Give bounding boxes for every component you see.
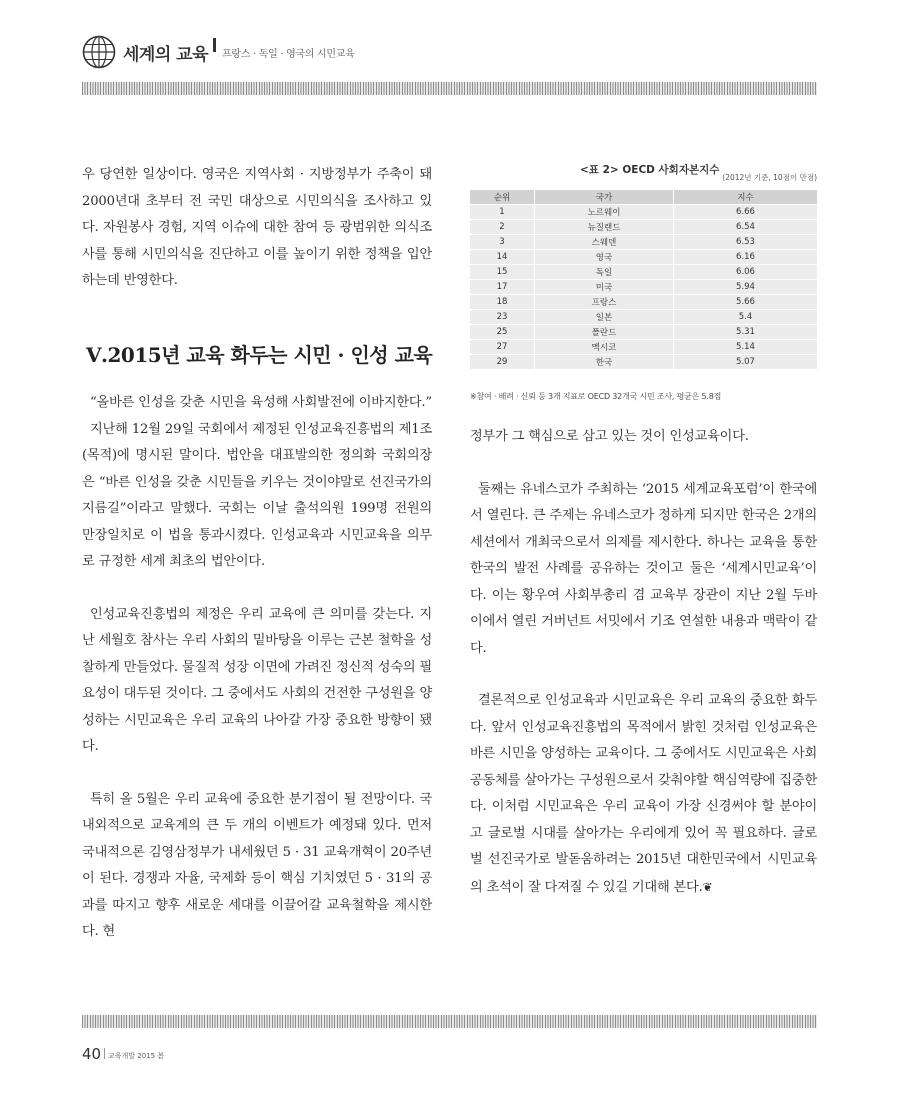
end-mark-icon: ❦	[702, 879, 713, 894]
paragraph-text: 결론적으로 인성교육과 시민교육은 우리 교육의 중요한 화두다. 앞서 인성교육진흥법의 목적에서 밝힌 것처럼 인성교육은 바른 시민을 양성하는 교육이다. 그 중에서도 시민교육은 사회공동체를 살아가는 구성원으로서 갖춰야할 핵심역량에 집중한다. 이처럼 시민교육은 우리 교육이 가장 신경써야 할 분야이고 글로벌 시대를 살아가는 우리에게 있어 꼭 필요하다. 글로벌 선진국가로 발돋움하려는 2015년 대한민국에서 시민교육의 초석이 잘 다져질 수 있길 기대해 본다.	[470, 693, 817, 895]
index-cell: 5.66	[674, 295, 818, 310]
title-divider	[213, 38, 216, 52]
table-footnote: ※참여 · 배려 · 신뢰 등 3개 지표로 OECD 32개국 시민 조사, 평균은 5.8점	[470, 392, 722, 401]
country-cell: 일본	[535, 310, 674, 325]
quote-paragraph: “올바른 인성을 갖춘 시민을 육성해 사회발전에 이바지한다.”	[90, 395, 432, 410]
section-heading: Ⅴ.2015년 교육 화두는 시민 · 인성 교육	[86, 343, 433, 367]
header-country: 국가	[535, 190, 674, 205]
paragraph: 정부가 그 핵심으로 삼고 있는 것이 인성교육이다.	[470, 429, 749, 444]
globe-icon	[82, 35, 116, 69]
index-cell: 6.66	[674, 205, 818, 220]
country-cell: 뉴질랜드	[535, 220, 674, 235]
page-header	[0, 0, 899, 80]
country-cell: 프랑스	[535, 295, 674, 310]
table-row	[470, 325, 817, 340]
table-row	[470, 310, 817, 325]
index-cell: 6.54	[674, 220, 818, 235]
rank-cell: 3	[470, 235, 535, 250]
index-cell: 6.06	[674, 265, 818, 280]
table-row	[470, 250, 817, 265]
country-cell: 노르웨이	[535, 205, 674, 220]
paragraph: 둘째는 유네스코가 주최하는 ‘2015 세계교육포럼’이 한국에서 열린다. 큰 주제는 유네스코가 정하게 되지만 한국은 2개의 세션에서 개최국으로서 의제를 제시한다. 하나는 교육을 통한 한국의 발전 사례를 공유하는 것이고 둘은 ‘세계시민교육’이다. 이는 황우여 사회부총리 겸 교육부 장관이 지난 2월 두바이에서 열린 거버넌트 서밋에서 기조 연설한 내용과 맥락이 같다.	[470, 481, 817, 656]
oecd-social-capital-table	[470, 190, 817, 370]
bottom-pattern-bar	[82, 1015, 817, 1028]
footer-divider	[104, 1048, 105, 1059]
left-top-text	[82, 162, 432, 295]
section-subtitle: 프랑스 · 독일 · 영국의 시민교육	[222, 49, 355, 60]
rank-cell: 27	[470, 340, 535, 355]
rank-cell: 1	[470, 205, 535, 220]
table-row	[470, 340, 817, 355]
country-cell: 멕시코	[535, 340, 674, 355]
index-cell: 5.94	[674, 280, 818, 295]
right-column-text	[470, 424, 817, 901]
rank-cell: 18	[470, 295, 535, 310]
index-cell: 5.14	[674, 340, 818, 355]
country-cell: 스웨덴	[535, 235, 674, 250]
country-cell: 독일	[535, 265, 674, 280]
table-note: (2012년 기준, 10점이 만점)	[722, 173, 817, 182]
table-row	[470, 220, 817, 235]
rank-cell: 15	[470, 265, 535, 280]
country-cell: 미국	[535, 280, 674, 295]
table-row	[470, 280, 817, 295]
country-cell: 영국	[535, 250, 674, 265]
rank-cell: 2	[470, 220, 535, 235]
table-header-row	[470, 190, 817, 205]
table-row	[470, 265, 817, 280]
index-cell: 5.4	[674, 310, 818, 325]
rank-cell: 17	[470, 280, 535, 295]
page-number: 40	[82, 1045, 102, 1063]
index-cell: 5.31	[674, 325, 818, 340]
paragraph: 지난해 12월 29일 국회에서 제정된 인성교육진흥법의 제1조(목적)에 명시된 말이다. 법안을 대표발의한 정의화 국회의장은 “바른 인성을 갖춘 시민들을 키우는 것이야말로 선진국가의 지름길”이라고 말했다. 국회는 이날 출석의원 199명 전원의 만장일치로 이 법을 통과시켰다. 인성교육과 시민교육을 의무로 규정한 세계 최초의 법안이다.	[82, 421, 432, 569]
table-row	[470, 235, 817, 250]
paragraph	[470, 688, 817, 901]
table-title: <표 2> OECD 사회자본지수	[580, 164, 720, 176]
country-cell: 한국	[535, 355, 674, 370]
rank-cell: 29	[470, 355, 535, 370]
left-column-text	[82, 390, 432, 946]
publication-name: 교육개발 2015 봄	[108, 1052, 165, 1060]
rank-cell: 14	[470, 250, 535, 265]
header-index: 지수	[674, 190, 818, 205]
header-rank: 순위	[470, 190, 535, 205]
table-row	[470, 205, 817, 220]
index-cell: 5.07	[674, 355, 818, 370]
paragraph: 우 당연한 일상이다. 영국은 지역사회 · 지방정부가 주축이 돼 2000년대 초부터 전 국민 대상으로 시민의식을 조사하고 있다. 자원봉사 경험, 지역 이슈에 대한 참여 등 광범위한 의식조사를 통해 시민의식을 진단하고 이를 높이기 위한 정책을 입안하는데 반영한다.	[82, 167, 432, 288]
table-row	[470, 355, 817, 370]
rank-cell: 25	[470, 325, 535, 340]
top-pattern-bar	[82, 82, 817, 95]
country-cell: 폴란드	[535, 325, 674, 340]
index-cell: 6.53	[674, 235, 818, 250]
paragraph: 인성교육진흥법의 제정은 우리 교육에 큰 의미를 갖는다. 지난 세월호 참사는 우리 사회의 밑바탕을 이루는 근본 철학을 성찰하게 만들었다. 물질적 성장 이면에 가려진 정신적 성숙의 필요성이 대두된 것이다. 그 중에서도 사회의 건전한 구성원을 양성하는 시민교육은 우리 교육의 나아갈 가장 중요한 방향이 됐다.	[82, 606, 432, 754]
paragraph: 특히 올 5월은 우리 교육에 중요한 분기점이 될 전망이다. 국내외적으로 교육계의 큰 두 개의 이벤트가 예정돼 있다. 먼저 국내적으론 김영삼정부가 내세웠던 5 · 31 교육개혁이 20주년이 된다. 경쟁과 자율, 국제화 등이 핵심 기치였던 5 · 31의 공과를 따지고 향후 새로운 세대를 이끌어갈 교육철학을 제시한다. 현	[82, 791, 432, 939]
rank-cell: 23	[470, 310, 535, 325]
section-title: 세계의 교육	[123, 45, 209, 65]
table-row	[470, 295, 817, 310]
index-cell: 6.16	[674, 250, 818, 265]
